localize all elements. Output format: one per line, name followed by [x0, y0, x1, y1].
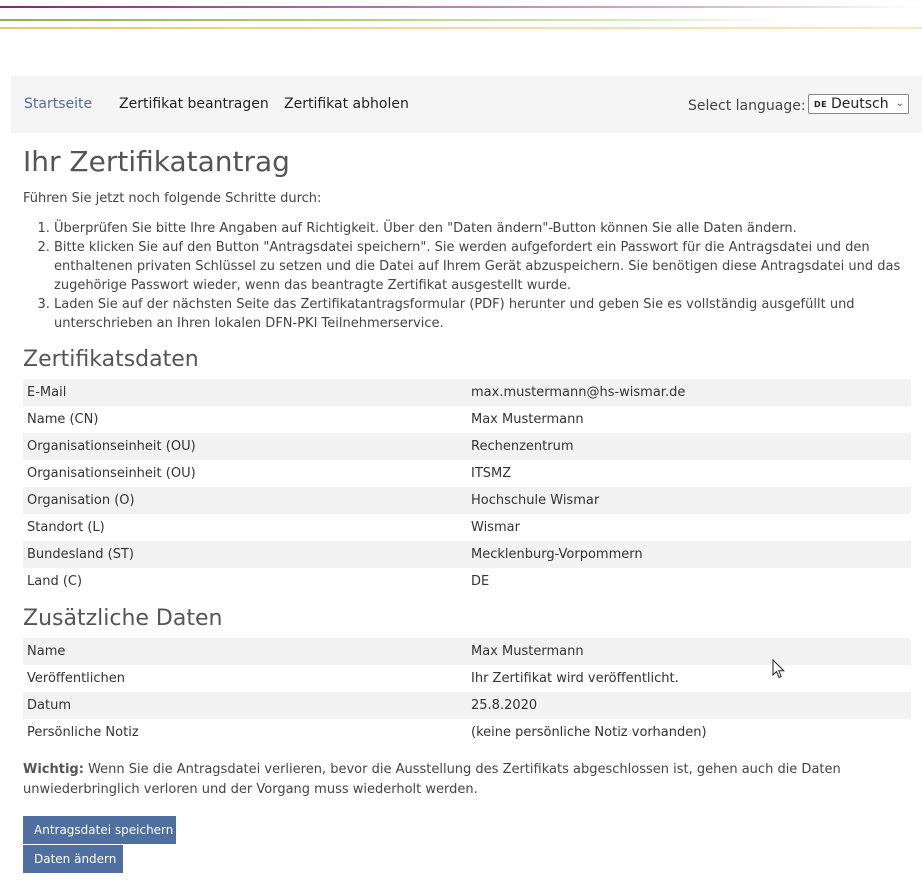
- row-label: Organisationseinheit (OU): [23, 433, 467, 460]
- row-label: Organisation (O): [23, 487, 467, 514]
- header-decoration-line: [0, 19, 922, 21]
- main-content: [23, 140, 911, 800]
- row-value: ITSMZ: [471, 466, 512, 481]
- row-value: Rechenzentrum: [467, 433, 911, 460]
- language-label: Select language:: [688, 98, 806, 114]
- edit-data-button[interactable]: Daten ändern: [23, 845, 123, 873]
- row-label: E-Mail: [23, 379, 467, 406]
- row-label: Organisationseinheit (OU): [27, 466, 196, 481]
- table-row: [23, 692, 911, 719]
- extra-data-heading: Zusätzliche Daten: [23, 606, 223, 631]
- nav-zertifikat-beantragen-link[interactable]: Zertifikat beantragen: [119, 96, 269, 112]
- row-label: Datum: [23, 692, 467, 719]
- cert-data-table: [23, 379, 911, 595]
- row-label: Name: [23, 638, 467, 665]
- header-decoration-line: [0, 6, 922, 8]
- steps-list: [23, 219, 911, 333]
- row-value: Mecklenburg-Vorpommern: [467, 541, 911, 568]
- row-value: Max Mustermann: [467, 638, 911, 665]
- table-row: [23, 460, 911, 487]
- table-row: [23, 541, 911, 568]
- row-label: Land (C): [27, 574, 83, 589]
- table-row: [23, 487, 911, 514]
- mouse-pointer-icon: [772, 659, 786, 679]
- table-row: [23, 568, 911, 595]
- warning-notice: [23, 760, 911, 800]
- save-request-file-button[interactable]: Antragsdatei speichern: [23, 816, 176, 844]
- step-item: 3. Laden Sie auf der nächsten Seite das Zertifikatantragsformular (PDF) herunter und geben Sie es vollständig ausgefüllt und unterschrieben an Ihren lokalen DFN-PKI Teilnehmerservice.: [54, 295, 911, 333]
- header-decoration-line: [0, 27, 922, 29]
- row-value: 25.8.2020: [467, 692, 911, 719]
- table-row: [23, 719, 911, 746]
- step-item: 1. Überprüfen Sie bitte Ihre Angaben auf Richtigkeit. Über den "Daten ändern"-Button können Sie alle Daten ändern.: [54, 219, 911, 238]
- row-value: Hochschule Wismar: [467, 487, 911, 514]
- table-row: [23, 433, 911, 460]
- warning-label: Wichtig:: [23, 762, 84, 777]
- step-item: 2. Bitte klicken Sie auf den Button "Antragsdatei speichern". Sie werden aufgefordert ein Passwort für die Antragsdatei und den enthaltenen privaten Schlüssel zu setzen und die Datei auf Ihrem Gerät abzuspeichern. Sie benötigen diese Antragsdatei und das zugehörige Passwort wieder, wenn das beantragte Zertifikat ausgestellt wurde.: [54, 238, 911, 295]
- intro-text: Führen Sie jetzt noch folgende Schritte durch:: [23, 191, 322, 206]
- row-value: Ihr Zertifikat wird veröffentlicht.: [471, 671, 679, 686]
- table-row: [23, 406, 911, 433]
- row-label: Persönliche Notiz: [27, 725, 139, 740]
- table-row: [23, 379, 911, 406]
- chevron-down-icon: ⌄: [895, 98, 904, 109]
- row-label: Standort (L): [27, 520, 105, 535]
- extra-data-table: [23, 638, 911, 746]
- row-value: Wismar: [471, 520, 520, 535]
- table-row: [23, 514, 911, 541]
- language-value: Deutsch: [831, 96, 889, 112]
- row-label: Bundesland (ST): [23, 541, 467, 568]
- row-value: DE: [471, 574, 490, 589]
- nav-zertifikat-abholen-link[interactable]: Zertifikat abholen: [284, 96, 409, 112]
- flag-de-icon: DE: [814, 100, 828, 109]
- cert-data-heading: Zertifikatsdaten: [23, 347, 199, 372]
- row-label: Veröffentlichen: [27, 671, 126, 686]
- row-label: Name (CN): [27, 412, 99, 427]
- page-title: Ihr Zertifikatantrag: [23, 145, 290, 178]
- row-value: Max Mustermann: [471, 412, 584, 427]
- row-value: (keine persönliche Notiz vorhanden): [471, 725, 707, 740]
- nav-startseite-link[interactable]: Startseite: [24, 96, 93, 112]
- top-navbar: [11, 76, 922, 133]
- warning-text: Wenn Sie die Antragsdatei verlieren, bevor die Ausstellung des Zertifikats abgeschlossen ist, gehen auch die Daten unwiederbringlich verloren und der Vorgang muss wiederholt werden.: [23, 762, 841, 797]
- row-value: max.mustermann@hs-wismar.de: [467, 379, 911, 406]
- language-select[interactable]: [808, 94, 909, 114]
